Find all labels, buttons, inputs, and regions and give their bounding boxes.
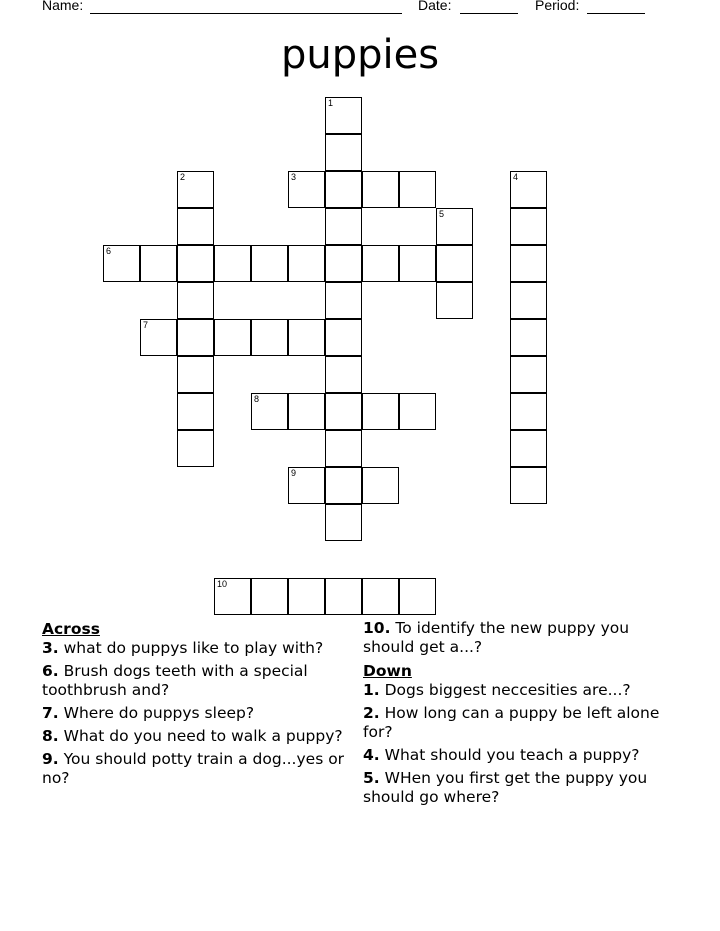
crossword-cell[interactable] (510, 282, 547, 319)
down-clue (363, 746, 678, 765)
crossword-cell[interactable] (214, 319, 251, 356)
clue-index: 7. (42, 704, 59, 722)
crossword-cell[interactable] (325, 430, 362, 467)
crossword-cell[interactable] (510, 208, 547, 245)
crossword-cell[interactable] (510, 430, 547, 467)
crossword-cell[interactable] (177, 245, 214, 282)
across-clue (42, 727, 347, 746)
across-clue (42, 750, 347, 788)
clue-text: What do you need to walk a puppy? (58, 727, 343, 745)
clue-number: 10 (217, 579, 228, 589)
crossword-cell[interactable] (251, 319, 288, 356)
name-label: Name: (42, 0, 84, 13)
clue-index: 4. (363, 746, 380, 764)
crossword-cell[interactable] (510, 356, 547, 393)
crossword-cell[interactable] (325, 208, 362, 245)
crossword-cell[interactable] (140, 245, 177, 282)
down-clue-list (363, 681, 678, 807)
crossword-cell[interactable] (399, 393, 436, 430)
crossword-cell[interactable] (325, 171, 362, 208)
clue-index: 3. (42, 639, 59, 657)
clues-left-column (42, 619, 347, 792)
crossword-cell[interactable] (214, 578, 251, 615)
crossword-cell[interactable] (288, 467, 325, 504)
crossword-cell[interactable] (251, 393, 288, 430)
crossword-cell[interactable] (399, 578, 436, 615)
clue-text: To identify the new puppy you should get a...? (363, 619, 630, 656)
page-title: puppies (280, 32, 440, 78)
down-clue (363, 769, 678, 807)
clue-number: 6 (106, 246, 112, 256)
clue-index: 6. (42, 662, 59, 680)
crossword-cell[interactable] (325, 467, 362, 504)
clue-text: How long can a puppy be left alone for? (363, 704, 660, 741)
clue-number: 3 (291, 172, 297, 182)
clue-text: what do puppys like to play with? (58, 639, 324, 657)
crossword-cell[interactable] (288, 245, 325, 282)
clue-text: Brush dogs teeth with a special toothbrush and? (42, 662, 308, 699)
crossword-cell[interactable] (436, 245, 473, 282)
clue-text: What should you teach a puppy? (379, 746, 640, 764)
crossword-cell[interactable] (325, 282, 362, 319)
clue-number: 5 (439, 209, 445, 219)
across-clue (42, 662, 347, 700)
clue-index: 8. (42, 727, 59, 745)
crossword-cell[interactable] (177, 430, 214, 467)
clue-number: 4 (513, 172, 519, 182)
period-label: Period: (535, 0, 580, 13)
crossword-cell[interactable] (510, 171, 547, 208)
crossword-cell[interactable] (362, 467, 399, 504)
crossword-cell[interactable] (325, 97, 362, 134)
across-clue (42, 704, 347, 723)
clues-right-column (363, 619, 678, 811)
crossword-cell[interactable] (325, 504, 362, 541)
crossword-cell[interactable] (325, 319, 362, 356)
crossword-cell[interactable] (399, 171, 436, 208)
crossword-cell[interactable] (325, 134, 362, 171)
crossword-cell[interactable] (177, 282, 214, 319)
crossword-cell[interactable] (177, 171, 214, 208)
crossword-cell[interactable] (251, 245, 288, 282)
crossword-cell[interactable] (140, 319, 177, 356)
crossword-cell[interactable] (325, 578, 362, 615)
crossword-cell[interactable] (288, 319, 325, 356)
crossword-cell[interactable] (177, 356, 214, 393)
across-clue (42, 639, 347, 658)
clue-index: 9. (42, 750, 59, 768)
crossword-cell[interactable] (288, 393, 325, 430)
crossword-cell[interactable] (177, 208, 214, 245)
crossword-cell[interactable] (399, 245, 436, 282)
clue-number: 9 (291, 468, 297, 478)
crossword-cell[interactable] (436, 208, 473, 245)
clue-text: Dogs biggest neccesities are...? (379, 681, 631, 699)
crossword-cell[interactable] (362, 393, 399, 430)
clue-text: Where do puppys sleep? (58, 704, 255, 722)
crossword-cell[interactable] (288, 578, 325, 615)
down-clue (363, 704, 678, 742)
crossword-cell[interactable] (510, 319, 547, 356)
clue-text: You should potty train a dog...yes or no? (42, 750, 345, 787)
crossword-cell[interactable] (510, 467, 547, 504)
crossword-cell[interactable] (177, 393, 214, 430)
clue-number: 1 (328, 98, 334, 108)
date-label: Date: (418, 0, 452, 13)
crossword-cell[interactable] (510, 393, 547, 430)
down-clue (363, 681, 678, 700)
clue-index: 10. (363, 619, 391, 637)
clue-index: 5. (363, 769, 380, 787)
crossword-cell[interactable] (362, 245, 399, 282)
across-heading: Across (42, 620, 100, 638)
down-heading: Down (363, 662, 412, 680)
across-clue-list-continued (363, 619, 678, 657)
crossword-cell[interactable] (325, 245, 362, 282)
crossword-cell[interactable] (362, 578, 399, 615)
clue-number: 7 (143, 320, 149, 330)
clue-number: 2 (180, 172, 186, 182)
crossword-cell[interactable] (436, 282, 473, 319)
crossword-cell[interactable] (510, 245, 547, 282)
clue-index: 1. (363, 681, 380, 699)
crossword-cell[interactable] (325, 393, 362, 430)
crossword-cell[interactable] (103, 245, 140, 282)
crossword-cell[interactable] (177, 319, 214, 356)
crossword-cell[interactable] (214, 245, 251, 282)
crossword-cell[interactable] (288, 171, 325, 208)
across-clue (363, 619, 678, 657)
crossword-cell[interactable] (325, 356, 362, 393)
clue-text: WHen you first get the puppy you should go where? (363, 769, 648, 806)
across-clue-list (42, 639, 347, 788)
crossword-cell[interactable] (362, 171, 399, 208)
crossword-cell[interactable] (251, 578, 288, 615)
clue-number: 8 (254, 394, 260, 404)
clue-index: 2. (363, 704, 380, 722)
